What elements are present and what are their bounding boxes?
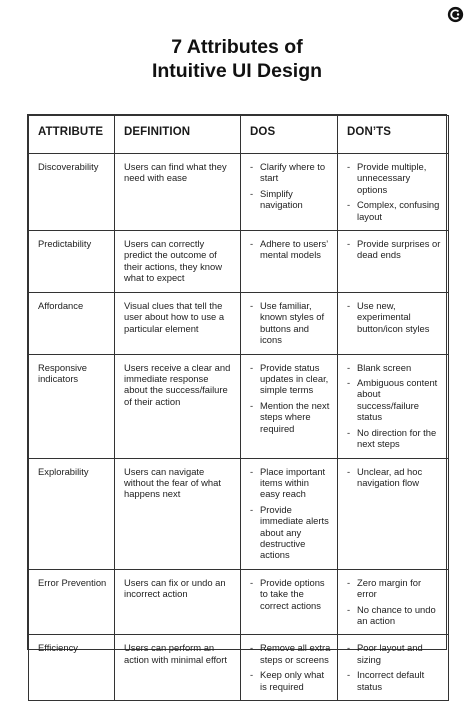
attribute-cell: Error Prevention [29, 569, 115, 635]
dos-list [250, 642, 331, 692]
donts-cell [338, 354, 449, 458]
definition-cell: Users can correctly predict the outcome of their actions, they know what to expect [115, 231, 241, 293]
dos-item: - Provide status updates in clear, simple terms [250, 362, 331, 396]
brand-logo-icon [447, 6, 464, 23]
dos-list [250, 161, 331, 211]
donts-item: - Zero margin for error [347, 577, 442, 600]
dos-cell [241, 293, 338, 355]
donts-item: - Unclear, ad hoc navigation flow [347, 466, 442, 489]
donts-item: - Provide surprises or dead ends [347, 238, 442, 261]
definition-cell: Users can fix or undo an incorrect action [115, 569, 241, 635]
header-donts: DON’TS [338, 116, 449, 154]
dos-item: - Mention the next steps where required [250, 400, 331, 434]
dos-cell [241, 635, 338, 701]
dos-item: - Keep only what is required [250, 669, 331, 692]
donts-list [347, 466, 442, 489]
dos-list [250, 300, 331, 346]
page-title [0, 35, 474, 83]
dos-cell [241, 458, 338, 569]
table-row [29, 635, 449, 701]
donts-cell [338, 458, 449, 569]
donts-list [347, 577, 442, 627]
definition-cell: Users can perform an action with minimal effort [115, 635, 241, 701]
dos-item: - Provide options to take the correct actions [250, 577, 331, 611]
donts-item: - Use new, experimental button/icon styles [347, 300, 442, 334]
dos-item: - Remove all extra steps or screens [250, 642, 331, 665]
table-row [29, 231, 449, 293]
dos-list [250, 238, 331, 261]
donts-list [347, 362, 442, 450]
donts-item: - Ambiguous content about success/failure status [347, 377, 442, 423]
table-row [29, 458, 449, 569]
donts-list [347, 642, 442, 692]
donts-item: - No chance to undo an action [347, 604, 442, 627]
dos-cell [241, 231, 338, 293]
attribute-cell: Discoverability [29, 154, 115, 231]
dos-cell [241, 354, 338, 458]
attributes-table [28, 115, 449, 701]
dos-item: - Clarify where to start [250, 161, 331, 184]
donts-item: - Complex, confusing layout [347, 199, 442, 222]
attribute-cell: Explorability [29, 458, 115, 569]
definition-cell: Users receive a clear and immediate response about the success/failure of their action [115, 354, 241, 458]
donts-item: - Blank screen [347, 362, 442, 373]
table-row [29, 354, 449, 458]
dos-list [250, 577, 331, 611]
table-row [29, 293, 449, 355]
donts-cell [338, 293, 449, 355]
donts-item: - Incorrect default status [347, 669, 442, 692]
dos-cell [241, 569, 338, 635]
title-line-1: 7 Attributes of [171, 36, 303, 58]
dos-item: - Adhere to users’ mental models [250, 238, 331, 261]
dos-list [250, 466, 331, 561]
attribute-cell: Efficiency [29, 635, 115, 701]
donts-cell [338, 231, 449, 293]
header-definition: DEFINITION [115, 116, 241, 154]
dos-list [250, 362, 331, 434]
title-line-2: Intuitive UI Design [151, 60, 323, 82]
dos-item: - Use familiar, known styles of buttons and icons [250, 300, 331, 346]
definition-cell: Users can find what they need with ease [115, 154, 241, 231]
dos-item: - Place important items within easy reach [250, 466, 331, 500]
table-header-row [29, 116, 449, 154]
dos-item: - Simplify navigation [250, 188, 331, 211]
header-attribute: ATTRIBUTE [29, 116, 115, 154]
attribute-cell: Affordance [29, 293, 115, 355]
definition-cell: Visual clues that tell the user about how to use a particular element [115, 293, 241, 355]
definition-cell: Users can navigate without the fear of what happens next [115, 458, 241, 569]
donts-item: - Poor layout and sizing [347, 642, 442, 665]
table-row [29, 154, 449, 231]
donts-cell [338, 635, 449, 701]
donts-list [347, 300, 442, 334]
donts-list [347, 161, 442, 222]
dos-cell [241, 154, 338, 231]
attribute-cell: Responsive indicators [29, 354, 115, 458]
dos-item: - Provide immediate alerts about any destructive actions [250, 504, 331, 561]
donts-item: - No direction for the next steps [347, 427, 442, 450]
table-row [29, 569, 449, 635]
attribute-cell: Predictability [29, 231, 115, 293]
header-dos: DOS [241, 116, 338, 154]
donts-list [347, 238, 442, 261]
donts-cell [338, 569, 449, 635]
donts-cell [338, 154, 449, 231]
attributes-table-container [27, 114, 447, 692]
donts-item: - Provide multiple, unnecessary options [347, 161, 442, 195]
